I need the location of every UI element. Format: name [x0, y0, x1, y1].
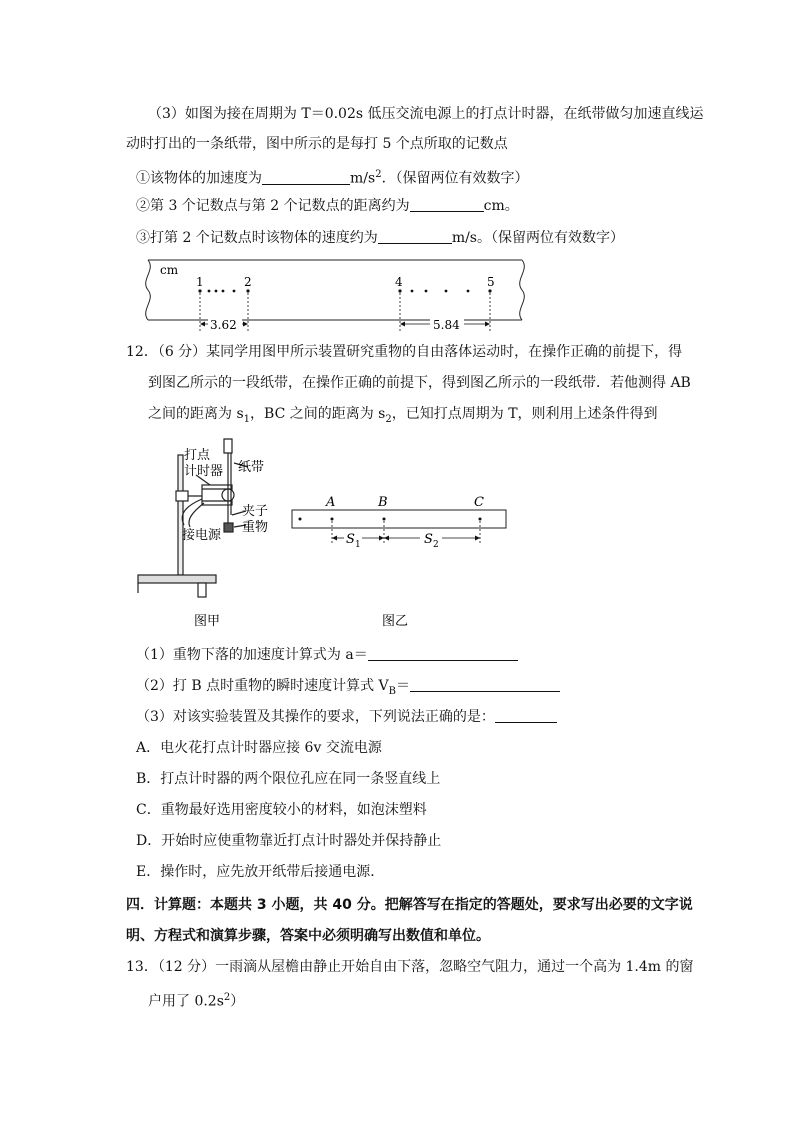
q13-line2: 户用了 $0.2s^2$） — [148, 992, 245, 1010]
q12-line1: 12．（6 分）某同学用图甲所示装置研究重物的自由落体运动时，在操作正确的前提下，得 — [126, 344, 683, 360]
caption-yi: 图乙 — [382, 614, 409, 629]
answer-blank[interactable] — [378, 229, 452, 244]
point-C: C — [474, 495, 484, 510]
paper-tape-figure — [138, 258, 528, 338]
label-jishiqi: 计时器 — [184, 464, 224, 479]
label-zhongwu: 重物 — [242, 520, 269, 535]
q12-part3: （3）对该实验装置及其操作的要求，下列说法正确的是： — [136, 707, 557, 727]
label-S1-sub: 1 — [355, 540, 361, 550]
answer-blank[interactable] — [495, 708, 557, 723]
distance-1-2: 3.62 — [210, 318, 237, 332]
option-A: A．电火花打点计时器应接 6v 交流电源 — [136, 740, 382, 756]
point-label-2: 2 — [244, 275, 252, 289]
tape-dots — [198, 289, 491, 292]
tape-unit: cm — [160, 263, 179, 277]
q11-sub3: ③打第 2 个记数点时该物体的速度约为 m/s。（保留两位有效数字） — [136, 230, 624, 246]
label-S2-sub: 2 — [433, 540, 439, 550]
caption-jia: 图甲 — [194, 614, 221, 629]
point-label-5: 5 — [487, 275, 495, 289]
answer-blank[interactable] — [262, 170, 350, 185]
q11-sub1: ①该物体的加速度为 $m/s^2$．（保留两位有效数字） — [136, 169, 529, 187]
point-label-4: 4 — [395, 275, 403, 289]
point-B: B — [378, 495, 388, 510]
q11-intro-line2: 动时打出的一条纸带，图中所示的是每打 5 个点所取的记数点 — [126, 136, 508, 152]
option-B: B．打点计时器的两个限位孔应在同一条竖直线上 — [136, 771, 441, 787]
answer-blank[interactable] — [368, 646, 518, 661]
label-jiazi: 夹子 — [242, 504, 269, 519]
q11-sub2: ②第 3 个记数点与第 2 个记数点的距离约为 cm。 — [136, 198, 519, 214]
answer-blank[interactable] — [410, 677, 560, 692]
label-zhidai: 纸带 — [238, 460, 265, 475]
tape-abc-figure — [290, 492, 520, 632]
q12-part1: （1）重物下落的加速度计算式为 a＝ — [136, 645, 518, 665]
option-D: D．开始时应使重物靠近打点计时器处并保持静止 — [136, 833, 442, 849]
label-S2: S — [424, 532, 433, 547]
q12-line2: 到图乙所示的一段纸带，在操作正确的前提下，得到图乙所示的一段纸带．若他测得 AB — [148, 375, 691, 391]
option-E: E．操作时，应先放开纸带后接通电源． — [136, 864, 385, 880]
apparatus-figure — [138, 435, 288, 635]
label-dayin: 打点 — [184, 448, 211, 463]
q12-line3: 之间的距离为 $s_1$，BC 之间的距离为 $s_2$，已知打点周期为 T，则利用上述条件得到 — [148, 406, 658, 425]
q12-part2: （2）打 B 点时重物的瞬时速度计算式 $V_B=$ — [136, 676, 560, 702]
q13-line1: 13．（12 分）一雨滴从屋檐由静止开始自由下落，忽略空气阻力，通过一个高为 1.4m 的窗 — [126, 959, 694, 975]
option-C: C．重物最好选用密度较小的材料，如泡沫塑料 — [136, 802, 427, 818]
point-A: A — [326, 495, 336, 510]
section4-heading-line2: 明、方程式和演算步骤，答案中必须明确写出数值和单位。 — [126, 928, 490, 944]
answer-blank[interactable] — [410, 197, 484, 212]
section4-heading-line1: 四．计算题：本题共 3 小题，共 40 分。把解答写在指定的答题处，要求写出必要的文字说 — [126, 897, 693, 913]
distance-4-5: 5.84 — [433, 318, 460, 332]
point-label-1: 1 — [196, 275, 204, 289]
label-S1: S — [346, 532, 355, 547]
q11-intro-line1: （3）如图为接在周期为 T＝0.02s 低压交流电源上的打点计时器，在纸带做匀加速直线运 — [148, 106, 704, 122]
label-jiedian: 接电源 — [182, 528, 222, 543]
